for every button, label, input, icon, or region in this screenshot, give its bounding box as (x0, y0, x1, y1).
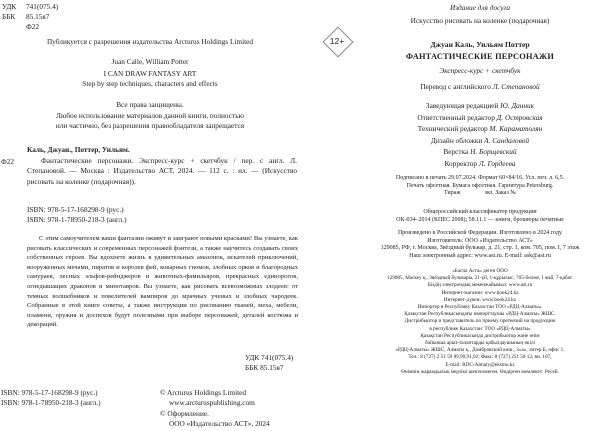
book-annotation: С этим самоучителем ваши фантазии оживут и заиграют новыми красками! Вы узнаете, как рисовать классических и современных персонажей фэнтези, а также научитесь создавать своих собственных героев. Вы вдохнете жизнь в удивительных амазонок, искателей приключений, вооруженных мечами, пиратов и королев фей, коварных гномов, злобных орков и благородных самураев, лесных эльфов-рейнджеров и животных-фамильяров, прекрасных единорогов, огнедышащих драконов и минотавров. Вы узнаете, как рисовать всевозможных злодеев: от темных волшебников и повелителей вампиров до мрачных ученых и злобных чародеек. Собранные в этой книге советы, а также инструкции по рисованию тканей, меха, мебели, пламени, оружия и доспехов будут полезными при выборе персонажей, деталей костюма и декораций. (27, 235, 298, 329)
copyright-block (160, 388, 270, 430)
catalog-code: Ф22 (1, 157, 15, 166)
kz-line: Тел.: 8 (727) 2 51 59 89,90,91,92; Факс: 8 (727) 251 58 12, вн. 107; (408, 354, 552, 361)
kz-line: Интернет-магазин: www.book24.kz (441, 289, 519, 296)
catalog-authors: Каль, Джуан., Поттер, Уильям. (27, 145, 130, 154)
rights-line: Все права защищены. (116, 100, 184, 109)
credit-role: Заведующая редакцией (425, 101, 501, 110)
isbn-bottom-block (1, 388, 101, 409)
credit-row (360, 158, 600, 170)
kz-line: Дистрибьютор и представитель по приему претензий на продукцию (404, 318, 556, 325)
print-run-label: Тираж (443, 190, 461, 197)
print-info (360, 175, 600, 198)
translation-prefix: Перевод с английского (420, 82, 493, 91)
original-subtitle: Step by step techniques, characters and effects (82, 79, 218, 88)
kazakhstan-info (360, 268, 600, 376)
book-subtitle: Экспресс-курс + скетчбук (439, 66, 521, 75)
isbn-ru: ISBN: 978-5-17-168298-9 (рус.) (27, 205, 124, 214)
udk-bbk-block (2, 2, 58, 33)
kz-line: E-mail: RDC-Almaty@eksmo.kz (445, 361, 515, 368)
book-title: ФАНТАСТИЧЕСКИЕ ПЕРСОНАЖИ (405, 52, 555, 61)
print-line: Печать офсетная. Бумага офсетная. Гарнитура Petersburg. (406, 182, 554, 189)
print-line (360, 190, 600, 198)
credit-row (360, 123, 600, 135)
production-line: Произведено в Российской Федерации. Изготовлено в 2024 году (397, 230, 563, 236)
rights-notice (0, 100, 300, 132)
credit-role: Дизайн обложки (430, 135, 485, 145)
credit-row (360, 146, 600, 158)
credit-role: Технический редактор (417, 124, 490, 134)
bbk-bottom: ББК 85.15я7 (245, 363, 284, 372)
kz-line: в республике Казахстан: ТОО «РДЦ-Алматы» (429, 325, 531, 332)
bbk-label: ББК (2, 12, 16, 22)
kz-line: 129085, Мәскеу қ., Звёздный бульвары, 21-үй, 1-құрылыс, 705-бөлме, I жай, 7-қабат. (387, 275, 573, 282)
kz-line: Өнімнің жарамдылық мерзімі шектелмеген. Өндірген мемлекет: Ресей. (401, 368, 559, 375)
product-classifier (360, 209, 600, 224)
kz-line: Қазақстан Республикасында дистрибьютор және өнім (420, 332, 540, 339)
copyright-arcturus: © Arcturus Holdings Limited (160, 388, 247, 397)
original-authors: Juan Calle, William Potter (111, 57, 189, 66)
print-line: Подписано в печать 29.07.2024. Формат 60×84/16. Усл. печ. л. 6,5. (395, 175, 565, 181)
book-authors: Джуан Каль, Уильям Поттер (430, 40, 530, 49)
credit-role: Корректор (444, 158, 479, 168)
udk-bottom: УДК 741(075.4) (245, 353, 294, 362)
credit-name: А. Сандаловой (484, 135, 530, 145)
kz-line: «РДЦ-Алматы» ЖШС, Алматы қ., Домбровский көш., 3«а», литер Б, офис 1. (395, 347, 565, 354)
rights-line: Любое использование материалов данной книги, полностью (56, 110, 244, 120)
permission-note: Публикуется с разрешения издательства Arcturus Holdings Limited (46, 37, 254, 46)
age-rating-badge (323, 27, 351, 55)
production-line: Изготовитель: ООО «Издательство АСТ» (427, 237, 533, 244)
copyright-design: © Оформление. (160, 408, 209, 418)
production-info (360, 230, 600, 260)
udk-bbk-bottom (245, 353, 293, 373)
classifier-line: ОК-034–2014 (КПЕС 2008); 58.11.1 — книги, брошюры печатные (396, 216, 564, 223)
classifier-line: Общероссийский классификатор продукции (423, 209, 537, 215)
kz-line: «Баспа Аста» деген ООО (452, 268, 508, 274)
copyright-url: www.arcturuspublishing.com (169, 398, 255, 408)
order-label: экз. Заказ № (484, 190, 517, 197)
credit-name: М. Караматолян (489, 124, 543, 134)
isbn-bottom-en: ISBN: 978-1-78950-218-3 (англ.) (1, 398, 101, 408)
isbn-bottom-ru: ISBN: 978-5-17-168298-9 (рус.) (1, 388, 98, 397)
credit-name: Ю. Данник (500, 101, 535, 110)
credit-row (360, 112, 600, 124)
original-title: I CAN DRAW FANTASY ART (103, 69, 197, 78)
leisure-edition: Издание для досуга (449, 3, 511, 12)
production-line: 129085, РФ, г. Москва, Звёздный бульвар, д. 21, стр. 1, ком. 705, пом. I, 7 этаж (380, 245, 580, 252)
isbn-en: ISBN: 978-1-78950-218-3 (англ.) (27, 214, 127, 224)
author-sign: Ф22 (26, 22, 40, 32)
kz-line: Интернет-дүкен: www.book24.kz (443, 296, 517, 303)
udk-label: УДК (2, 2, 17, 11)
isbn-block (27, 205, 127, 225)
production-line: Наш электронный адрес: www.ast.ru. E-mail: ask@ast.ru (409, 252, 551, 259)
credit-name: Л. Гордеева (478, 158, 516, 168)
credit-role: Верстка (443, 147, 471, 157)
catalog-entry (27, 145, 297, 187)
bbk-value: 85.15я7 (26, 12, 50, 22)
credit-row (360, 100, 600, 112)
rights-line: или частично, без разрешения правообладателя запрещается (55, 121, 245, 131)
kz-line: Қазақстан Республикасындағы импорттаушы «РДЦ-Алматы» ЖШС. (404, 311, 556, 318)
udk-value: 741(075.4) (26, 2, 59, 11)
age-rating-label: 12+ (329, 36, 345, 46)
credit-row (360, 135, 600, 147)
translation-credit (360, 82, 600, 91)
kz-line: бойынша арыз-талаптарды қабылдаушының өкілі (424, 340, 536, 347)
copyright-owner: ООО «Издательство АСТ», 2024 (169, 419, 270, 429)
credit-name: Д. Островская (496, 112, 543, 122)
credit-name: Н. Борщевский (470, 147, 517, 157)
kz-line: Біздің электрондық мекенжайымыз: www.ast.ru (427, 282, 533, 289)
credits-list (360, 100, 600, 170)
kz-line: Импортер в Республику Казахстан ТОО «РДЦ-Алматы». (417, 304, 543, 311)
catalog-description: Фантастические персонажи. Экспресс-курс + скетчбук / пер. с англ. Л. Степановой. — Москва : Издательство АСТ, 2024. — 112 с. : ил. — (Искусство рисовать на коленке (подарочная)). (27, 155, 297, 186)
credit-role: Ответственный редактор (417, 112, 497, 122)
translator-name: Л. Степановой (492, 82, 540, 91)
series-name: Искусство рисовать на коленке (подарочная) (410, 16, 550, 25)
